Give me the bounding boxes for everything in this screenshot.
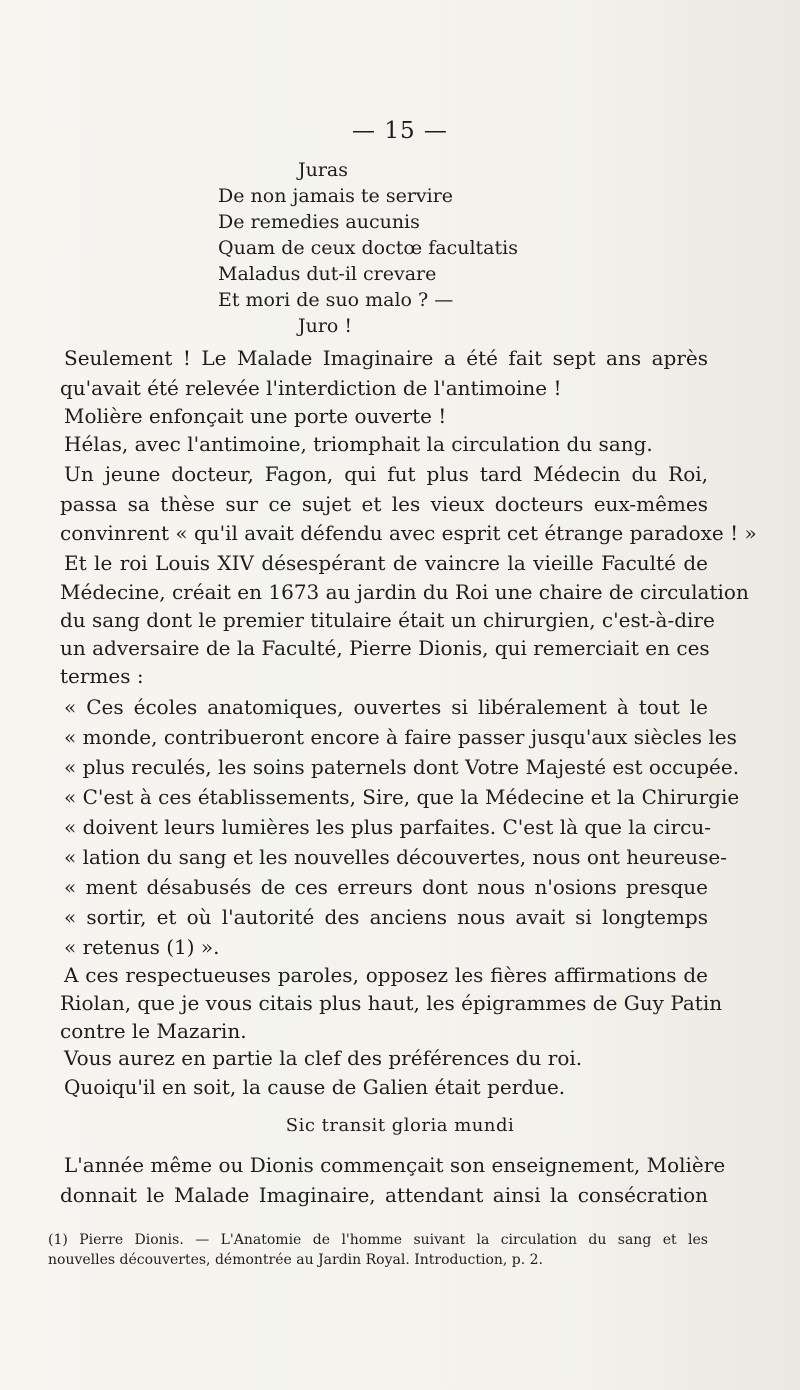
text-line: Médecine, créait en 1673 au jardin du Roi une chaire de circulation <box>60 580 749 604</box>
text-line: un adversaire de la Faculté, Pierre Dionis, qui remerciait en ces <box>60 636 710 660</box>
text-line: Seulement ! Le Malade Imaginaire a été fait sept ans après <box>64 346 708 370</box>
verse-line: Quam de ceux doctœ facultatis <box>218 237 518 259</box>
verse-line: De non jamais te servire <box>218 185 454 207</box>
text-line: termes : <box>60 664 144 688</box>
text-line: « plus reculés, les soins paternels dont Votre Majesté est occupée. <box>64 755 740 779</box>
text-line: « lation du sang et les nouvelles découvertes, nous ont heureuse- <box>64 845 727 869</box>
text-line: donnait le Malade Imaginaire, attendant ainsi la consécration <box>60 1183 708 1207</box>
text-line: Et le roi Louis XIV désespérant de vaincre la vieille Faculté de <box>64 551 708 575</box>
text-line: convinrent « qu'il avait défendu avec esprit cet étrange paradoxe ! » <box>60 521 757 545</box>
verse-line: Juras <box>298 159 349 181</box>
text-line: Quoiqu'il en soit, la cause de Galien était perdue. <box>64 1075 566 1099</box>
text-line: « sortir, et où l'autorité des anciens nous avait si longtemps <box>64 905 708 929</box>
text-line: passa sa thèse sur ce sujet et les vieux docteurs eux-mêmes <box>60 492 708 516</box>
text-line: « retenus (1) ». <box>64 935 220 959</box>
text-line: « monde, contribueront encore à faire passer jusqu'aux siècles les <box>64 725 737 749</box>
text-line: Molière enfonçait une porte ouverte ! <box>64 404 447 428</box>
latin-motto: Sic transit gloria mundi <box>285 1115 515 1136</box>
text-line: Un jeune docteur, Fagon, qui fut plus tard Médecin du Roi, <box>64 462 708 486</box>
text-line: contre le Mazarin. <box>60 1019 247 1043</box>
verse-line: Et mori de suo malo ? — <box>218 289 454 311</box>
text-line: A ces respectueuses paroles, opposez les fières affirmations de <box>64 963 708 987</box>
text-line: « doivent leurs lumières les plus parfaites. C'est là que la circu- <box>64 815 711 839</box>
page-number: — 15 — <box>352 118 448 144</box>
footnote-line: (1) Pierre Dionis. — L'Anatomie de l'homme suivant la circulation du sang et les <box>48 1232 708 1248</box>
verse-line: De remedies aucunis <box>218 211 420 233</box>
text-line: « ment désabusés de ces erreurs dont nous n'osions presque <box>64 875 708 899</box>
text-line: qu'avait été relevée l'interdiction de l'antimoine ! <box>60 376 562 400</box>
text-line: L'année même ou Dionis commençait son enseignement, Molière <box>64 1153 726 1177</box>
text-line: « Ces écoles anatomiques, ouvertes si libéralement à tout le <box>64 695 708 719</box>
text-line: « C'est à ces établissements, Sire, que la Médecine et la Chirurgie <box>64 785 740 809</box>
text-line: Vous aurez en partie la clef des préférences du roi. <box>64 1046 583 1070</box>
text-line: Riolan, que je vous citais plus haut, les épigrammes de Guy Patin <box>60 991 723 1015</box>
text-line: Hélas, avec l'antimoine, triomphait la circulation du sang. <box>64 432 653 456</box>
footnote <box>48 1230 708 1270</box>
verse-line: Maladus dut-il crevare <box>218 263 437 285</box>
text-line: du sang dont le premier titulaire était un chirurgien, c'est-à-dire <box>60 608 715 632</box>
verse-line: Juro ! <box>298 315 353 337</box>
footnote-line: nouvelles découvertes, démontrée au Jardin Royal. Introduction, p. 2. <box>48 1252 544 1268</box>
